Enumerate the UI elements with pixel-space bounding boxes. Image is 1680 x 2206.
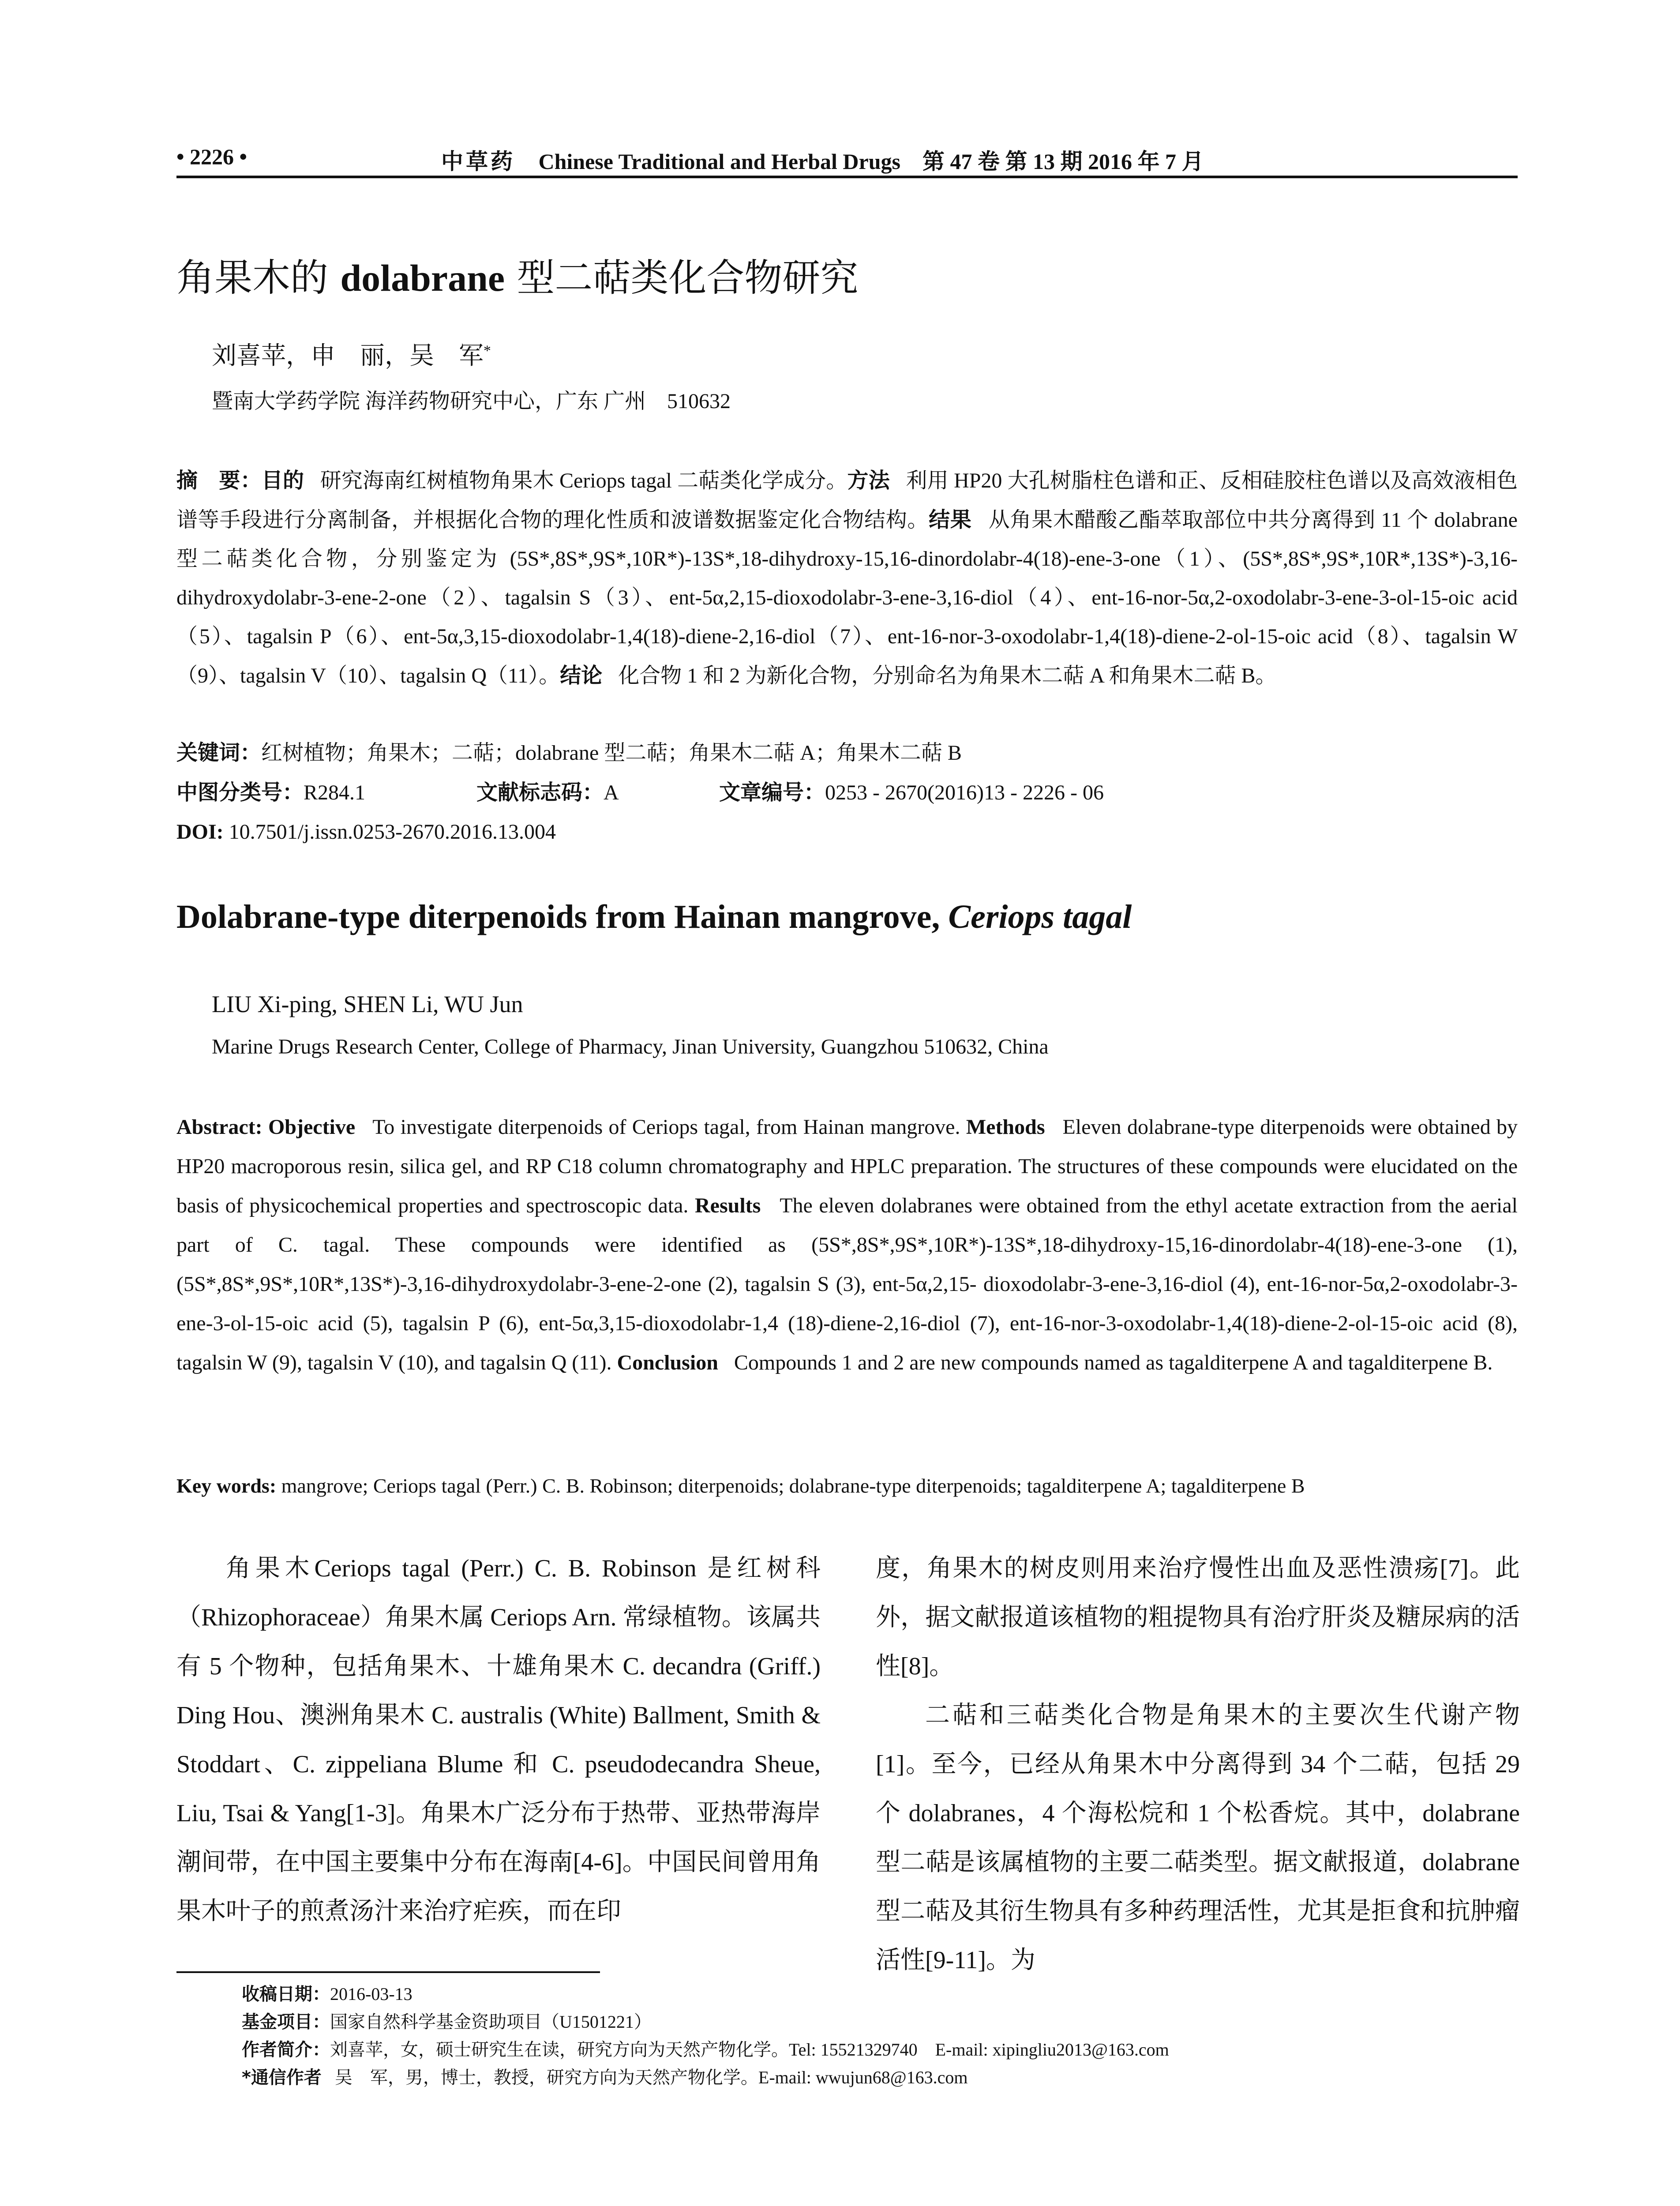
corresponding-label: *通信作者 — [242, 2067, 322, 2088]
journal-name-en: Chinese Traditional and Herbal Drugs — [538, 149, 900, 174]
footnote-corresponding — [242, 2064, 968, 2091]
chinese-keywords — [176, 733, 1518, 773]
conclusion-text-en: Compounds 1 and 2 are new compounds named as tagalditerpene A and tagalditerpene B. — [734, 1351, 1493, 1374]
english-authors: LIU Xi-ping, SHEN Li, WU Jun — [212, 991, 523, 1017]
journal-issue: 第 47 卷 第 13 期 2016 年 7 月 — [922, 149, 1204, 174]
doi-value[interactable]: 10.7501/j.issn.0253-2670.2016.13.004 — [229, 820, 556, 844]
chinese-abstract — [176, 461, 1518, 695]
results-text-en: The eleven dolabranes were obtained from the ethyl acetate extraction from the aerial part of C. tagal. These compounds were identified as (5S*,8S*,9S*,10R*)-13S*,18-dihydroxy-15,16-dinordolabr-4(18)-ene-3-one (1), (5S*,8S*,9S*,10R*,13S*)-3,16-dihydroxydolabr-3-ene-2-one (2), tagalsin S (3), ent-5α,2,15- dioxodolabr-3-ene-3,16-diol (4), ent-16-nor-5α,2-oxodolabr-3-ene-3-ol-15-oic acid (5), tagalsin P (6), ent-5α,3,15-dioxodolabr-1,4 (18)-diene-2,16-diol (7), ent-16-nor-3-oxodolabr-1,4(18)-diene-2-ol-15-oic acid (8), tagalsin W (9), tagalsin V (10), and tagalsin Q (11). — [176, 1194, 1518, 1374]
article-no-value: 0253 - 2670(2016)13 - 2226 - 06 — [825, 781, 1104, 804]
english-title-species: Ceriops tagal — [948, 898, 1132, 935]
keywords-text-en: mangrove; Ceriops tagal (Perr.) C. B. Robinson; diterpenoids; dolabrane-type diterpenoids; tagalditerpene A; tagalditerpene B — [281, 1474, 1305, 1497]
author-value: 刘喜苹，女，硕士研究生在读，研究方向为天然产物化学。Tel: 15521329740 E-mail: xipingliu2013@163.com — [330, 2040, 1169, 2060]
body-column-left — [176, 1544, 821, 1936]
doi-line — [176, 813, 1518, 852]
classification-line — [176, 773, 1518, 812]
running-header — [176, 140, 1518, 176]
results-text: 从角果木醋酸乙酯萃取部位中共分离得到 11 个 dolabrane 型二萜类化合物，分别鉴定为 (5S*,8S*,9S*,10R*)-13S*,18-dihydroxy-15,16-dinordolabr-4(18)-ene-3-one（1）、(5S*,8S*,9S*,10R*,13S*)-3,16-dihydroxydolabr-3-ene-2-one（2）、tagalsin S（3）、ent-5α,2,15-dioxodolabr-3-ene-3,16-diol（4）、ent-16-nor-5α,2-oxodolabr-3-ene-3-ol-15-oic acid（5）、tagalsin P（6）、ent-5α,3,15-dioxodolabr-1,4(18)-diene-2,16-diol（7）、ent-16-nor-3-oxodolabr-1,4(18)-diene-2-ol-15-oic acid（8）、tagalsin W（9）、tagalsin V（10）、tagalsin Q（11）。 — [176, 508, 1518, 687]
doc-code-value: A — [604, 781, 619, 804]
fund-value: 国家自然科学基金资助项目（U1501221） — [330, 2012, 652, 2032]
keywords-label: 关键词： — [176, 740, 262, 765]
doi-label: DOI: — [176, 820, 224, 844]
chinese-authors — [212, 336, 491, 371]
methods-text: 利用 HP20 大孔树脂柱色谱和正、反相硅胶柱色谱以及高效液相色谱等手段进行分离制备，并根据化合物的理化性质和波谱数据鉴定化合物结构。 — [176, 469, 1518, 532]
footnote-author — [242, 2037, 1169, 2063]
chinese-title-part: 角果木的 — [176, 256, 328, 300]
body-paragraph: 角果木Ceriops tagal (Perr.) C. B. Robinson 是红树科（Rhizophoraceae）角果木属 Ceriops Arn. 常绿植物。该属共有 5 个物种，包括角果木、十雄角果木 C. decandra (Griff.) Ding Hou、澳洲角果木 C. australis (White) Ballment, Smith & Stoddart、C. zippeliana Blume 和 C. pseudodecandra Sheue, Liu, Tsai & Yang[1-3]。角果木广泛分布于热带、亚热带海岸潮间带，在中国主要集中分布在海南[4-6]。中国民间曾用角果木叶子的煎煮汤汁来治疗疟疾，而在印 — [176, 1555, 821, 1925]
keywords-label-en: Key words: — [176, 1474, 277, 1497]
conclusion-label-en: Conclusion — [617, 1351, 718, 1374]
english-title — [176, 898, 1132, 936]
footnote-rule — [176, 1971, 600, 1973]
english-affiliation: Marine Drugs Research Center, College of Pharmacy, Jinan University, Guangzhou 510632, China — [212, 1035, 1049, 1058]
chinese-title-latin: dolabrane — [340, 257, 505, 299]
doc-code-label: 文献标志码： — [476, 780, 604, 805]
objective-label: 目的 — [261, 468, 304, 493]
methods-label-en: Methods — [966, 1115, 1045, 1139]
clc-value: R284.1 — [304, 781, 366, 804]
header-rule — [176, 176, 1518, 178]
received-value: 2016-03-13 — [330, 1984, 412, 2004]
results-label-en: Results — [694, 1194, 761, 1217]
article-no-label: 文章编号： — [719, 780, 825, 805]
chinese-title-part: 型二萜类化合物研究 — [517, 256, 859, 300]
corresponding-value: 吴 军，男，博士，教授，研究方向为天然产物化学。E-mail: wwujun68@163.com — [334, 2067, 968, 2087]
chinese-affiliation: 暨南大学药学院 海洋药物研究中心，广东 广州 510632 — [212, 390, 731, 413]
corresponding-mark: * — [484, 342, 491, 359]
journal-name-cn: 中草药 — [441, 148, 515, 174]
abstract-label: 摘 要： — [176, 468, 262, 493]
received-label: 收稿日期： — [242, 1984, 330, 2004]
chinese-author-list: 刘喜苹，申 丽，吴 军 — [212, 342, 484, 370]
keywords-text: 红树植物；角果木；二萜；dolabrane 型二萜；角果木二萜 A；角果木二萜 B — [261, 741, 962, 765]
footnote-received — [242, 1981, 412, 2007]
footnote-fund — [242, 2009, 652, 2035]
author-label: 作者简介： — [242, 2040, 330, 2060]
journal-info — [441, 144, 1204, 176]
conclusion-label: 结论 — [560, 663, 603, 688]
methods-text-en: Eleven dolabrane-type diterpenoids were obtained by HP20 macroporous resin, silica gel, and RP C18 column chromatography and HPLC preparation. The structures of these compounds were elucidated on the basis of physicochemical properties and spectroscopic data. — [176, 1115, 1518, 1217]
clc-label: 中图分类号： — [176, 780, 304, 805]
english-keywords — [176, 1473, 1518, 1499]
body-paragraph: 度，角果木的树皮则用来治疗慢性出血及恶性溃疡[7]。此外，据文献报道该植物的粗提物具有治疗肝炎及糖尿病的活性[8]。 — [876, 1555, 1520, 1680]
page-number: • 2226 • — [176, 144, 248, 169]
body-paragraph: 二萜和三萜类化合物是角果木的主要次生代谢产物[1]。至今，已经从角果木中分离得到 34 个二萜，包括 29 个 dolabranes，4 个海松烷和 1 个松香烷。其中，dolabrane 型二萜是该属植物的主要二萜类型。据文献报道，dolabrane 型二萜及其衍生物具有多种药理活性，尤其是拒食和抗肿瘤活性[9-11]。为 — [876, 1702, 1520, 1974]
objective-label-en: Objective — [268, 1115, 356, 1139]
objective-text: 研究海南红树植物角果木 Ceriops tagal 二萜类化学成分。 — [320, 469, 848, 492]
fund-label: 基金项目： — [242, 2012, 330, 2032]
results-label: 结果 — [929, 507, 972, 532]
chinese-title — [176, 247, 858, 302]
methods-label: 方法 — [847, 468, 890, 493]
conclusion-text: 化合物 1 和 2 为新化合物，分别命名为角果木二萜 A 和角果木二萜 B。 — [618, 664, 1277, 687]
objective-text-en: To investigate diterpenoids of Ceriops tagal, from Hainan mangrove. — [372, 1115, 960, 1139]
english-title-part: Dolabrane-type diterpenoids from Hainan mangrove, — [176, 898, 949, 935]
english-abstract — [176, 1107, 1518, 1382]
abstract-label-en: Abstract: — [176, 1115, 262, 1139]
body-column-right — [876, 1544, 1520, 1985]
